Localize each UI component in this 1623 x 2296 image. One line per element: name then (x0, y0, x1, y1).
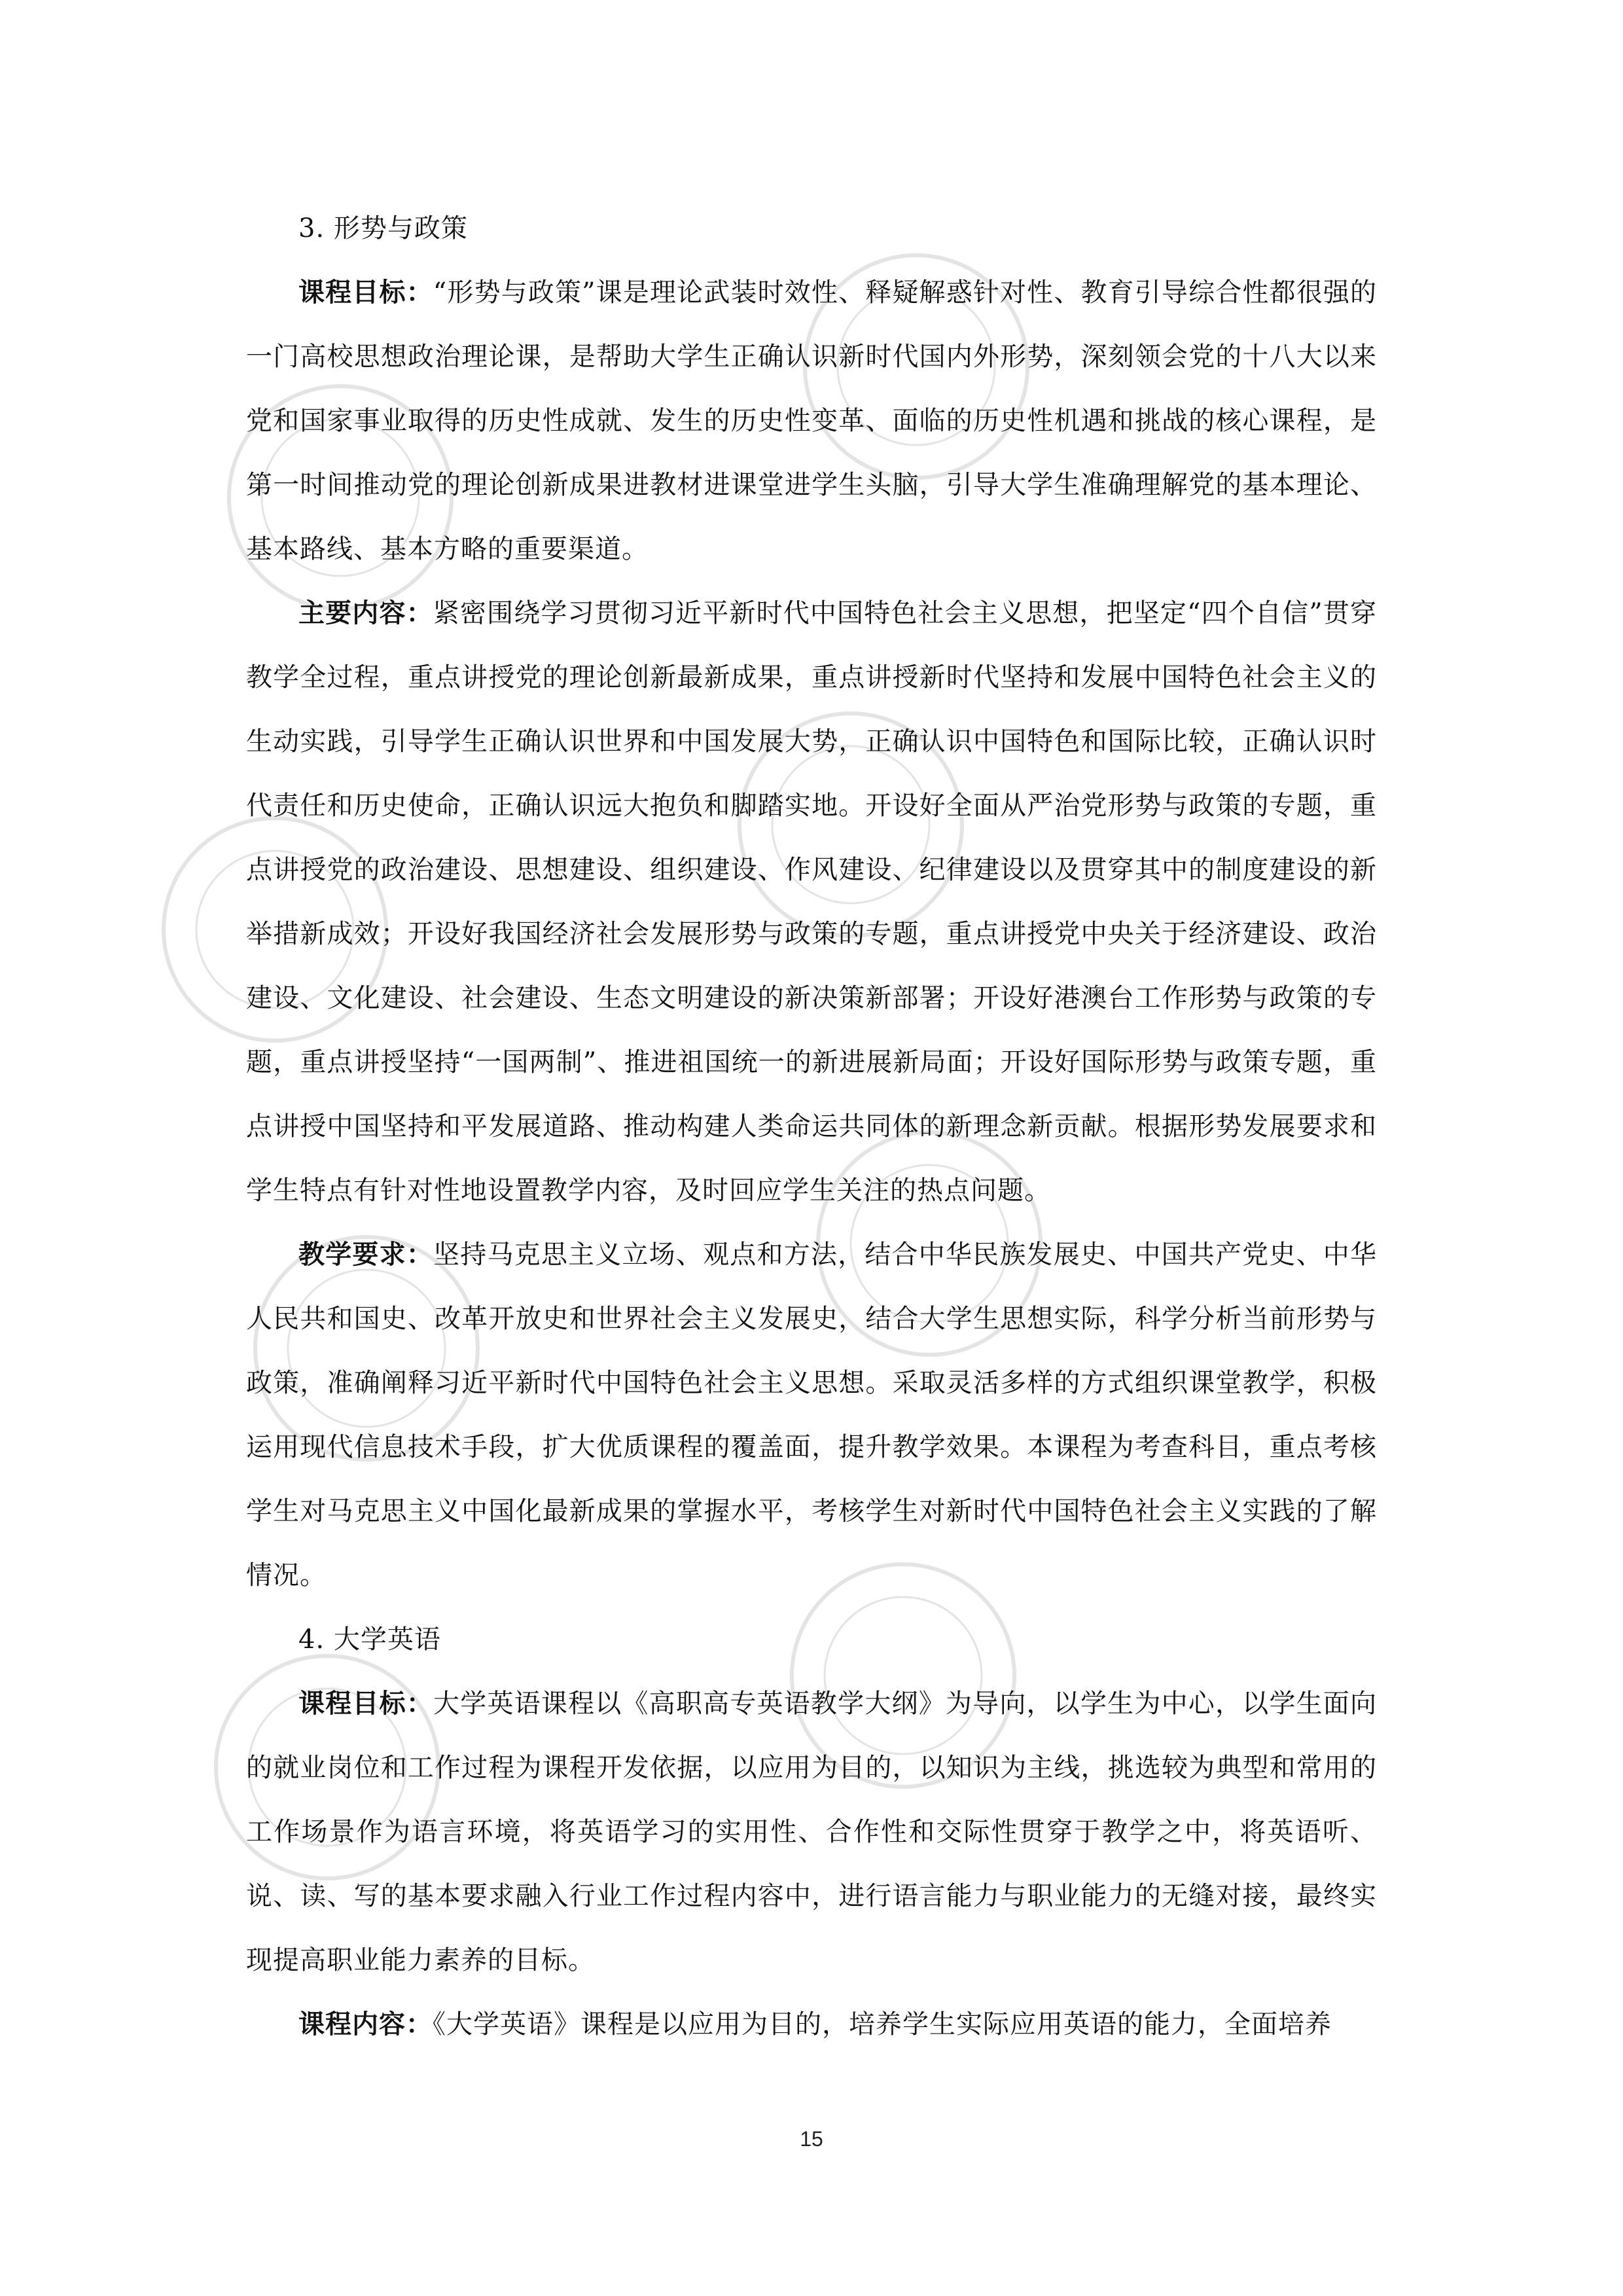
paragraph-label: 课程目标： (298, 1688, 434, 1719)
document-body (246, 196, 1377, 2056)
course-content-paragraph (246, 1992, 1377, 2056)
paragraph-text: “形势与政策”课是理论武装时效性、释疑解惑针对性、教育引导综合性都很强的一门高校思想政治理论课，是帮助大学生正确认识新时代国内外形势，深刻领会党的十八大以来党和国家事业取得的历史性成就、发生的历史性变革、面临的历史性机遇和挑战的核心课程，是第一时间推动党的理论创新成果进教材进课堂进学生头脑，引导大学生准确理解党的基本理论、基本路线、基本方略的重要渠道。 (246, 278, 1377, 564)
paragraph-text: 紧密围绕学习贯彻习近平新时代中国特色社会主义思想，把坚定“四个自信”贯穿教学全过程，重点讲授党的理论创新最新成果，重点讲授新时代坚持和发展中国特色社会主义的生动实践，引导学生正确认识世界和中国发展大势，正确认识中国特色和国际比较，正确认识时代责任和历史使命，正确认识远大抱负和脚踏实地。开设好全面从严治党形势与政策的专题，重点讲授党的政治建设、思想建设、组织建设、作风建设、纪律建设以及贯穿其中的制度建设的新举措新成效；开设好我国经济社会发展形势与政策的专题，重点讲授党中央关于经济建设、政治建设、文化建设、社会建设、生态文明建设的新决策新部署；开设好港澳台工作形势与政策的专题，重点讲授坚持“一国两制”、推进祖国统一的新进展新局面；开设好国际形势与政策专题，重点讲授中国坚持和平发展道路、推动构建人类命运共同体的新理念新贡献。根据形势发展要求和学生特点有针对性地设置教学内容，及时回应学生关注的热点问题。 (246, 598, 1377, 1206)
paragraph-text: 《大学英语》课程是以应用为目的，培养学生实际应用英语的能力，全面培养 (433, 2009, 1332, 2039)
paragraph-label: 课程内容： (298, 2009, 433, 2039)
paragraph-label: 主要内容： (298, 598, 433, 628)
section-college-english (246, 1607, 1377, 2056)
main-content-paragraph (246, 581, 1377, 1223)
course-objective-paragraph (246, 260, 1377, 581)
section-heading: 3. 形势与政策 (298, 213, 468, 243)
teaching-requirements-paragraph (246, 1223, 1377, 1607)
paragraph-text: 坚持马克思主义立场、观点和方法，结合中华民族发展史、中国共产党史、中华人民共和国史、改革开放史和世界社会主义发展史，结合大学生思想实际，科学分析当前形势与政策，准确阐释习近平新时代中国特色社会主义思想。采取灵活多样的方式组织课堂教学，积极运用现代信息技术手段，扩大优质课程的覆盖面，提升教学效果。本课程为考查科目，重点考核学生对马克思主义中国化最新成果的掌握水平，考核学生对新时代中国特色社会主义实践的了解情况。 (246, 1240, 1378, 1590)
paragraph-label: 课程目标： (298, 277, 433, 308)
section-situation-policy (246, 196, 1377, 1607)
paragraph-text: 大学英语课程以《高职高专英语教学大纲》为导向，以学生为中心，以学生面向的就业岗位和工作过程为课程开发依据，以应用为目的，以知识为主线，挑选较为典型和常用的工作场景作为语言环境，将英语学习的实用性、合作性和交际性贯穿于教学之中，将英语听、说、读、写的基本要求融入行业工作过程内容中，进行语言能力与职业能力的无缝对接，最终实现提高职业能力素养的目标。 (246, 1689, 1378, 1975)
course-objective-paragraph (246, 1672, 1377, 1992)
paragraph-label: 教学要求： (298, 1239, 434, 1270)
page-number: 15 (800, 2127, 823, 2151)
section-heading: 4. 大学英语 (298, 1624, 441, 1655)
